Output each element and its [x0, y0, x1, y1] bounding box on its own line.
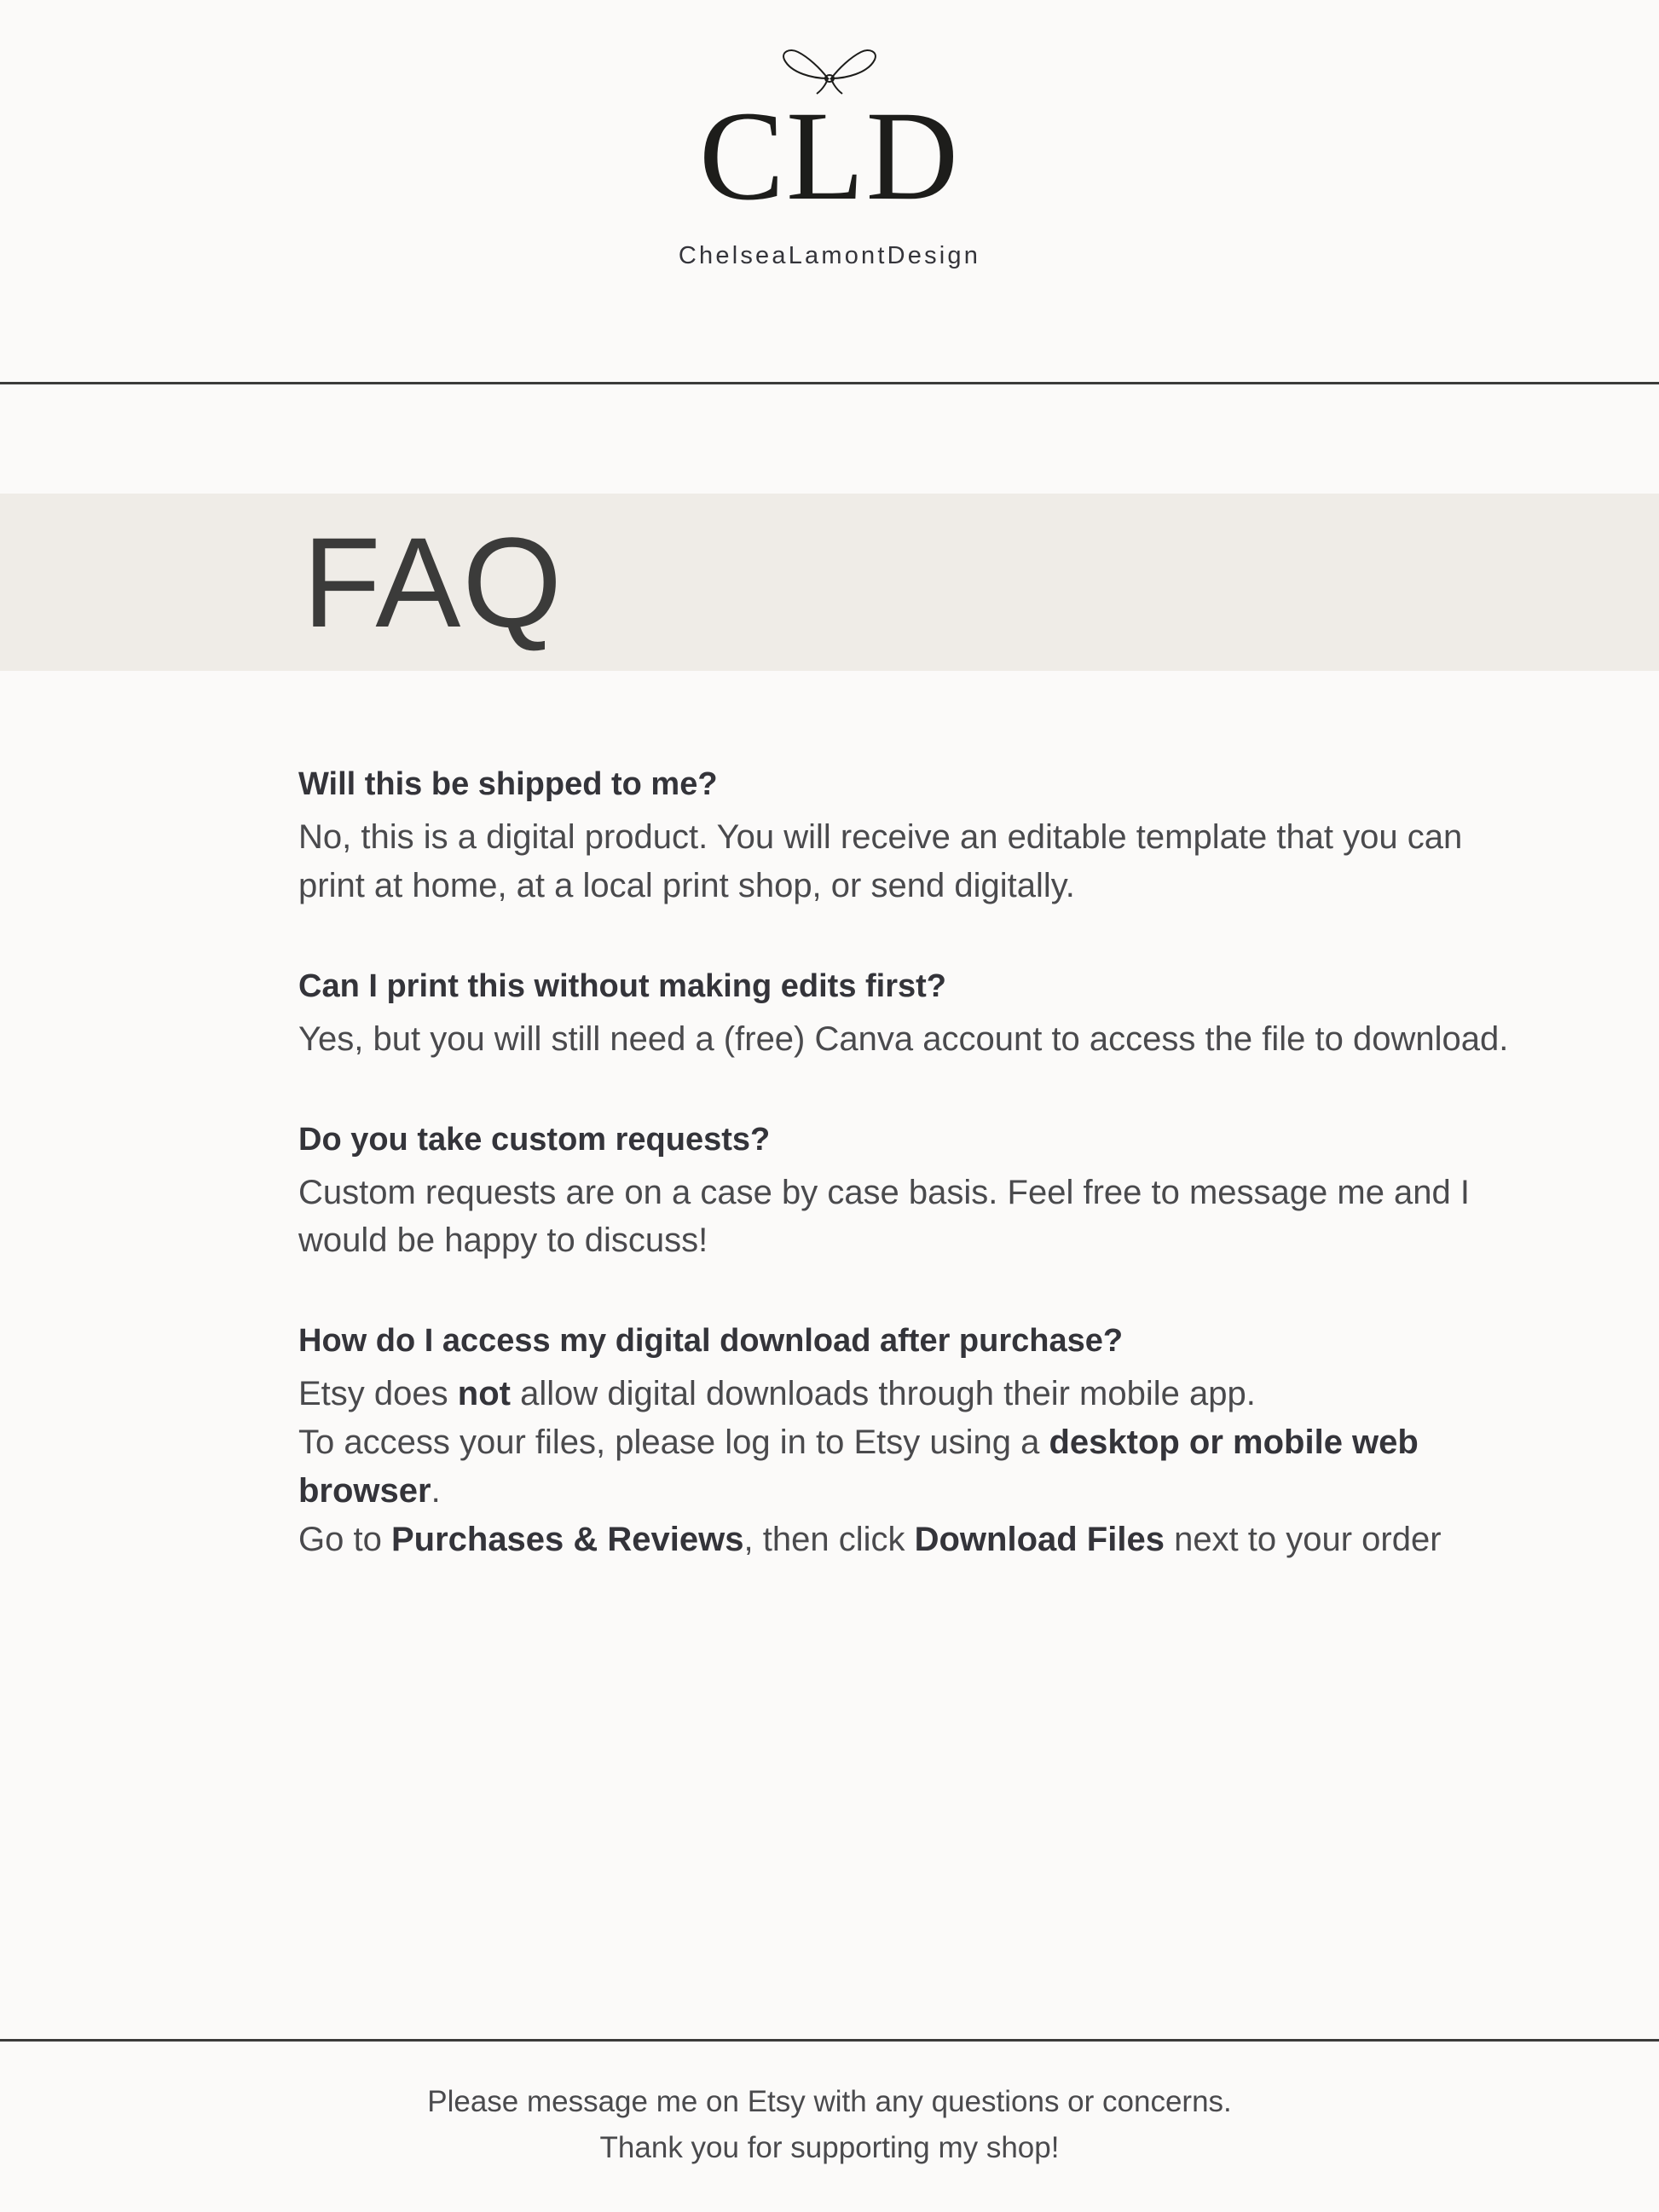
faq-item	[298, 1117, 1509, 1266]
faq-list	[298, 761, 1509, 1564]
page-footer	[0, 2042, 1659, 2212]
title-band-wrap	[0, 384, 1659, 671]
footer-line-2: Thank you for supporting my shop!	[599, 2131, 1060, 2165]
faq-content	[0, 671, 1659, 2039]
faq-answer: No, this is a digital product. You will receive an editable template that you can print at home, at a local print shop, or send digitally.	[298, 818, 1463, 904]
footer-line-1: Please message me on Etsy with any questions or concerns.	[427, 2085, 1232, 2118]
faq-answer: Yes, but you will still need a (free) Canva account to access the file to download.	[298, 1019, 1509, 1058]
brand-header	[0, 0, 1659, 382]
faq-question: Will this be shipped to me?	[298, 766, 718, 802]
faq-item	[298, 1318, 1509, 1563]
logo-monogram: CLD	[699, 85, 960, 227]
faq-question: Can I print this without making edits first?	[298, 967, 947, 1004]
page-title: FAQ	[303, 511, 564, 654]
faq-item	[298, 761, 1509, 910]
faq-answer: Custom requests are on a case by case basis. Feel free to message me and I would be happy to discuss!	[298, 1173, 1471, 1260]
faq-item	[298, 963, 1509, 1064]
brand-name: ChelseaLamontDesign	[678, 242, 981, 269]
faq-question: How do I access my digital download after purchase?	[298, 1323, 1124, 1360]
faq-answer: Etsy does not allow digital downloads through their mobile app. To access your files, please log in to Etsy using a desktop or mobile web browser. Go to Purchases & Reviews, then click Download Files next to your order	[298, 1375, 1442, 1558]
faq-question: Do you take custom requests?	[298, 1121, 771, 1158]
title-band	[0, 494, 1659, 671]
